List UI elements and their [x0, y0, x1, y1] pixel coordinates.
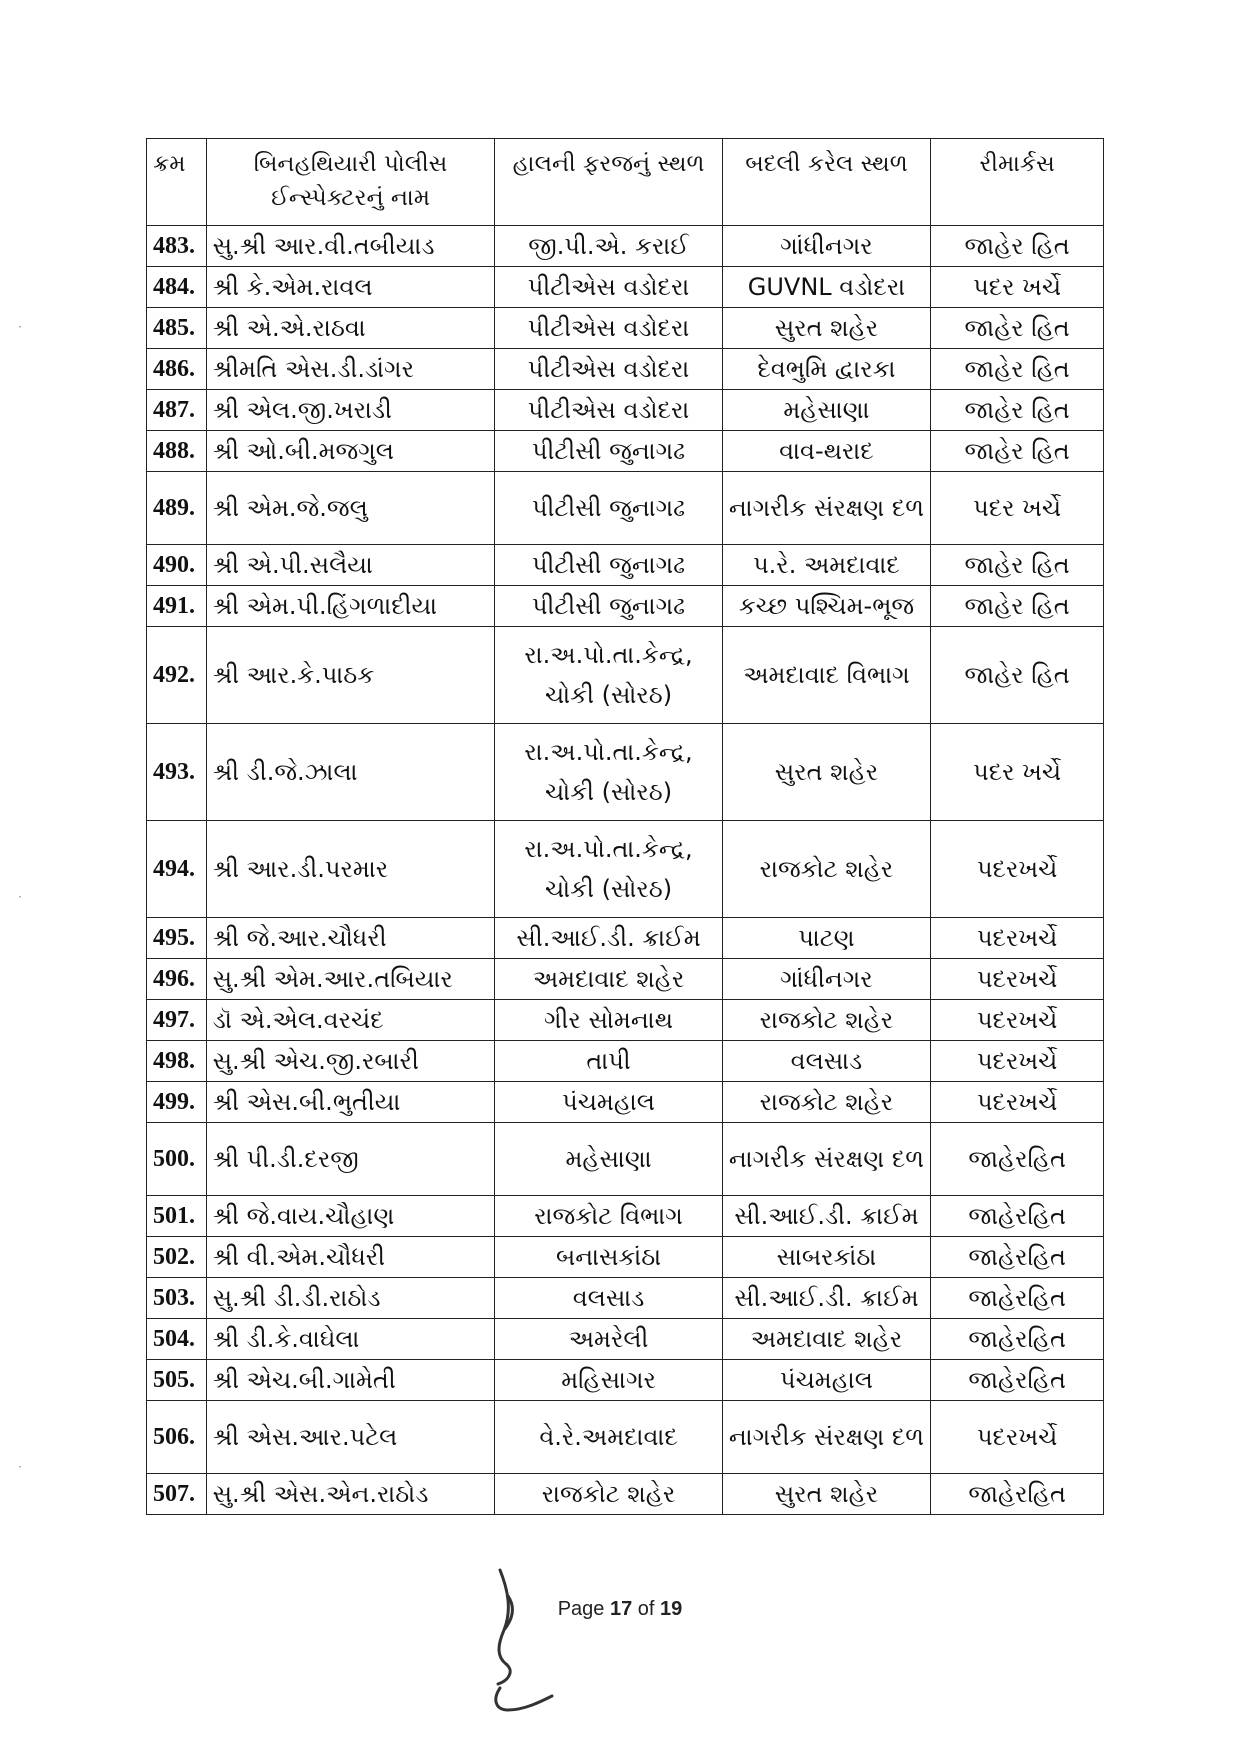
transfer-posting-cell: દેવભુમિ દ્વારકા	[722, 349, 931, 390]
table-row	[147, 545, 1104, 586]
scan-speck: ·	[18, 1460, 22, 1474]
current-posting-cell: તાપી	[495, 1041, 722, 1082]
current-posting-cell: પીટીસી જુનાગઢ	[495, 586, 722, 627]
inspector-name-cell: સુ.શ્રી ડી.ડી.રાઠોડ	[206, 1278, 495, 1319]
transfer-posting-cell: વાવ-થરાદ	[722, 431, 931, 472]
remarks-cell: જાહેર હિત	[931, 349, 1104, 390]
current-posting-cell: પીટીએસ વડોદરા	[495, 390, 722, 431]
transfer-posting-cell: પાટણ	[722, 918, 931, 959]
current-posting-cell: પીટીસી જુનાગઢ	[495, 472, 722, 545]
table-row	[147, 472, 1104, 545]
inspector-name-cell: શ્રી જે.આર.ચૌધરી	[206, 918, 495, 959]
current-posting-cell: મહેસાણા	[495, 1123, 722, 1196]
inspector-name-cell: શ્રી એલ.જી.ખરાડી	[206, 390, 495, 431]
inspector-name-cell: શ્રી એ.એ.રાઠવા	[206, 308, 495, 349]
page-number: 17	[609, 1598, 633, 1620]
transfer-posting-cell: પંચમહાલ	[722, 1360, 931, 1401]
transfer-posting-cell: GUVNL વડોદરા	[722, 267, 931, 308]
table-row	[147, 1360, 1104, 1401]
serial-cell: 501.	[147, 1196, 207, 1237]
current-posting-cell: પીટીએસ વડોદરા	[495, 349, 722, 390]
inspector-name-cell: સુ.શ્રી એચ.જી.રબારી	[206, 1041, 495, 1082]
table-row	[147, 959, 1104, 1000]
inspector-name-cell: શ્રી એ.પી.સલૈયા	[206, 545, 495, 586]
current-posting-cell: વે.રે.અમદાવાદ	[495, 1401, 722, 1474]
current-posting-cell: પીટીએસ વડોદરા	[495, 267, 722, 308]
signature-mark	[478, 1560, 578, 1720]
total-pages: 19	[660, 1598, 683, 1620]
scan-speck: ·	[18, 320, 22, 334]
header-remarks: રીમાર્કસ	[931, 139, 1104, 226]
table-row	[147, 390, 1104, 431]
inspector-name-cell: સુ.શ્રી એસ.એન.રાઠોડ	[206, 1474, 495, 1515]
current-posting-cell: પીટીએસ વડોદરા	[495, 308, 722, 349]
inspector-name-cell: શ્રી આર.કે.પાઠક	[206, 627, 495, 724]
remarks-cell: જાહેર હિત	[931, 390, 1104, 431]
page-footer	[0, 1598, 1240, 1621]
table-row	[147, 308, 1104, 349]
remarks-cell: પદર ખર્ચે	[931, 724, 1104, 821]
table-row	[147, 1123, 1104, 1196]
header-current-posting: હાલની ફરજનું સ્થળ	[495, 139, 722, 226]
table-row	[147, 1000, 1104, 1041]
current-posting-cell: બનાસકાંઠા	[495, 1237, 722, 1278]
remarks-cell: પદરખર્ચે	[931, 1401, 1104, 1474]
inspector-name-cell: શ્રી પી.ડી.દરજી	[206, 1123, 495, 1196]
table-row	[147, 724, 1104, 821]
remarks-cell: પદર ખર્ચે	[931, 472, 1104, 545]
table-header	[147, 139, 1104, 226]
transfer-posting-cell: પ.રે. અમદાવાદ	[722, 545, 931, 586]
serial-cell: 500.	[147, 1123, 207, 1196]
remarks-cell: પદરખર્ચે	[931, 1082, 1104, 1123]
serial-cell: 486.	[147, 349, 207, 390]
current-posting-cell: વલસાડ	[495, 1278, 722, 1319]
inspector-name-cell: શ્રી આર.ડી.પરમાર	[206, 821, 495, 918]
transfer-posting-cell: અમદાવાદ શહેર	[722, 1319, 931, 1360]
inspector-name-cell: શ્રી એસ.આર.પટેલ	[206, 1401, 495, 1474]
header-inspector-name: બિનહથિયારી પોલીસ ઈન્સ્પેક્ટરનું નામ	[206, 139, 495, 226]
page-label: Page	[557, 1598, 605, 1620]
of-label: of	[637, 1598, 655, 1620]
serial-cell: 485.	[147, 308, 207, 349]
remarks-cell: જાહેરહિત	[931, 1278, 1104, 1319]
table-row	[147, 226, 1104, 267]
table-row	[147, 267, 1104, 308]
serial-cell: 489.	[147, 472, 207, 545]
transfer-posting-cell: નાગરીક સંરક્ષણ દળ	[722, 472, 931, 545]
transfer-posting-cell: ગાંધીનગર	[722, 959, 931, 1000]
serial-cell: 492.	[147, 627, 207, 724]
table-row	[147, 1041, 1104, 1082]
table-row	[147, 627, 1104, 724]
current-posting-cell: પંચમહાલ	[495, 1082, 722, 1123]
inspector-name-cell: શ્રી એસ.બી.ભુતીયા	[206, 1082, 495, 1123]
transfer-posting-cell: સાબરકાંઠા	[722, 1237, 931, 1278]
serial-cell: 494.	[147, 821, 207, 918]
current-posting-cell: સી.આઈ.ડી. ક્રાઈમ	[495, 918, 722, 959]
transfer-posting-cell: રાજકોટ શહેર	[722, 1000, 931, 1041]
serial-cell: 506.	[147, 1401, 207, 1474]
serial-cell: 504.	[147, 1319, 207, 1360]
remarks-cell: પદરખર્ચે	[931, 959, 1104, 1000]
remarks-cell: જાહેર હિત	[931, 431, 1104, 472]
transfer-posting-cell: નાગરીક સંરક્ષણ દળ	[722, 1123, 931, 1196]
table-row	[147, 1401, 1104, 1474]
transfer-posting-cell: નાગરીક સંરક્ષણ દળ	[722, 1401, 931, 1474]
serial-cell: 496.	[147, 959, 207, 1000]
transfer-posting-cell: અમદાવાદ વિભાગ	[722, 627, 931, 724]
transfer-posting-cell: સી.આઈ.ડી. ક્રાઈમ	[722, 1278, 931, 1319]
inspector-name-cell: શ્રી કે.એમ.રાવલ	[206, 267, 495, 308]
remarks-cell: પદરખર્ચે	[931, 1000, 1104, 1041]
inspector-name-cell: ડૉ એ.એલ.વરચંદ	[206, 1000, 495, 1041]
remarks-cell: જાહેરહિત	[931, 1237, 1104, 1278]
table-row	[147, 349, 1104, 390]
remarks-cell: જાહેર હિત	[931, 308, 1104, 349]
serial-cell: 498.	[147, 1041, 207, 1082]
serial-cell: 483.	[147, 226, 207, 267]
transfer-posting-cell: સી.આઈ.ડી. ક્રાઈમ	[722, 1196, 931, 1237]
inspector-name-cell: શ્રી એમ.જે.જલુ	[206, 472, 495, 545]
current-posting-cell: રા.અ.પો.તા.કેન્દ્ર, ચોકી (સોરઠ)	[495, 627, 722, 724]
inspector-name-cell: સુ.શ્રી આર.વી.તબીયાડ	[206, 226, 495, 267]
transfer-posting-cell: વલસાડ	[722, 1041, 931, 1082]
remarks-cell: જાહેર હિત	[931, 226, 1104, 267]
inspector-name-cell: શ્રી એચ.બી.ગામેતી	[206, 1360, 495, 1401]
serial-cell: 484.	[147, 267, 207, 308]
table-row	[147, 586, 1104, 627]
inspector-name-cell: શ્રી ડી.કે.વાઘેલા	[206, 1319, 495, 1360]
inspector-name-cell: શ્રી વી.એમ.ચૌધરી	[206, 1237, 495, 1278]
remarks-cell: પદરખર્ચે	[931, 918, 1104, 959]
serial-cell: 491.	[147, 586, 207, 627]
table-row	[147, 1278, 1104, 1319]
inspector-name-cell: શ્રી જે.વાય.ચૌહાણ	[206, 1196, 495, 1237]
table-row	[147, 431, 1104, 472]
remarks-cell: જાહેરહિત	[931, 1196, 1104, 1237]
remarks-cell: જાહેર હિત	[931, 545, 1104, 586]
current-posting-cell: રા.અ.પો.તા.કેન્દ્ર, ચોકી (સોરઠ)	[495, 724, 722, 821]
current-posting-cell: અમદાવાદ શહેર	[495, 959, 722, 1000]
serial-cell: 499.	[147, 1082, 207, 1123]
transfer-posting-cell: ગાંધીનગર	[722, 226, 931, 267]
remarks-cell: જાહેરહિત	[931, 1360, 1104, 1401]
serial-cell: 490.	[147, 545, 207, 586]
remarks-cell: જાહેરહિત	[931, 1474, 1104, 1515]
transfer-posting-cell: રાજકોટ શહેર	[722, 821, 931, 918]
current-posting-cell: રા.અ.પો.તા.કેન્દ્ર, ચોકી (સોરઠ)	[495, 821, 722, 918]
transfer-posting-cell: કચ્છ પશ્ચિમ-ભૂજ	[722, 586, 931, 627]
transfer-table	[146, 138, 1104, 1515]
current-posting-cell: અમરેલી	[495, 1319, 722, 1360]
serial-cell: 495.	[147, 918, 207, 959]
header-serial: ક્રમ	[147, 139, 207, 226]
table-row	[147, 1474, 1104, 1515]
current-posting-cell: રાજકોટ વિભાગ	[495, 1196, 722, 1237]
serial-cell: 507.	[147, 1474, 207, 1515]
transfer-posting-cell: સુરત શહેર	[722, 724, 931, 821]
inspector-name-cell: શ્રી એમ.પી.હિંગળાદીયા	[206, 586, 495, 627]
table-row	[147, 1237, 1104, 1278]
scan-speck: ·	[18, 890, 22, 904]
transfer-posting-cell: રાજકોટ શહેર	[722, 1082, 931, 1123]
transfer-posting-cell: સુરત શહેર	[722, 308, 931, 349]
table-body	[147, 226, 1104, 1515]
current-posting-cell: પીટીસી જુનાગઢ	[495, 545, 722, 586]
inspector-name-cell: શ્રીમતિ એસ.ડી.ડાંગર	[206, 349, 495, 390]
table-row	[147, 1196, 1104, 1237]
remarks-cell: જાહેર હિત	[931, 627, 1104, 724]
serial-cell: 502.	[147, 1237, 207, 1278]
serial-cell: 505.	[147, 1360, 207, 1401]
inspector-name-cell: શ્રી ડી.જે.ઝાલા	[206, 724, 495, 821]
serial-cell: 497.	[147, 1000, 207, 1041]
table-row	[147, 821, 1104, 918]
remarks-cell: પદર ખર્ચે	[931, 267, 1104, 308]
table-row	[147, 1082, 1104, 1123]
serial-cell: 487.	[147, 390, 207, 431]
remarks-cell: પદરખર્ચે	[931, 821, 1104, 918]
remarks-cell: પદરખર્ચે	[931, 1041, 1104, 1082]
current-posting-cell: મહિસાગર	[495, 1360, 722, 1401]
current-posting-cell: રાજકોટ શહેર	[495, 1474, 722, 1515]
serial-cell: 493.	[147, 724, 207, 821]
current-posting-cell: પીટીસી જુનાગઢ	[495, 431, 722, 472]
serial-cell: 488.	[147, 431, 207, 472]
inspector-name-cell: શ્રી ઓ.બી.મજગુલ	[206, 431, 495, 472]
transfer-posting-cell: મહેસાણા	[722, 390, 931, 431]
remarks-cell: જાહેરહિત	[931, 1319, 1104, 1360]
serial-cell: 503.	[147, 1278, 207, 1319]
remarks-cell: જાહેર હિત	[931, 586, 1104, 627]
transfer-posting-cell: સુરત શહેર	[722, 1474, 931, 1515]
remarks-cell: જાહેરહિત	[931, 1123, 1104, 1196]
header-transfer-posting: બદલી કરેલ સ્થળ	[722, 139, 931, 226]
current-posting-cell: જી.પી.એ. કરાઈ	[495, 226, 722, 267]
table-row	[147, 918, 1104, 959]
header-row	[147, 139, 1104, 226]
current-posting-cell: ગીર સોમનાથ	[495, 1000, 722, 1041]
inspector-name-cell: સુ.શ્રી એમ.આર.તબિયાર	[206, 959, 495, 1000]
table-row	[147, 1319, 1104, 1360]
